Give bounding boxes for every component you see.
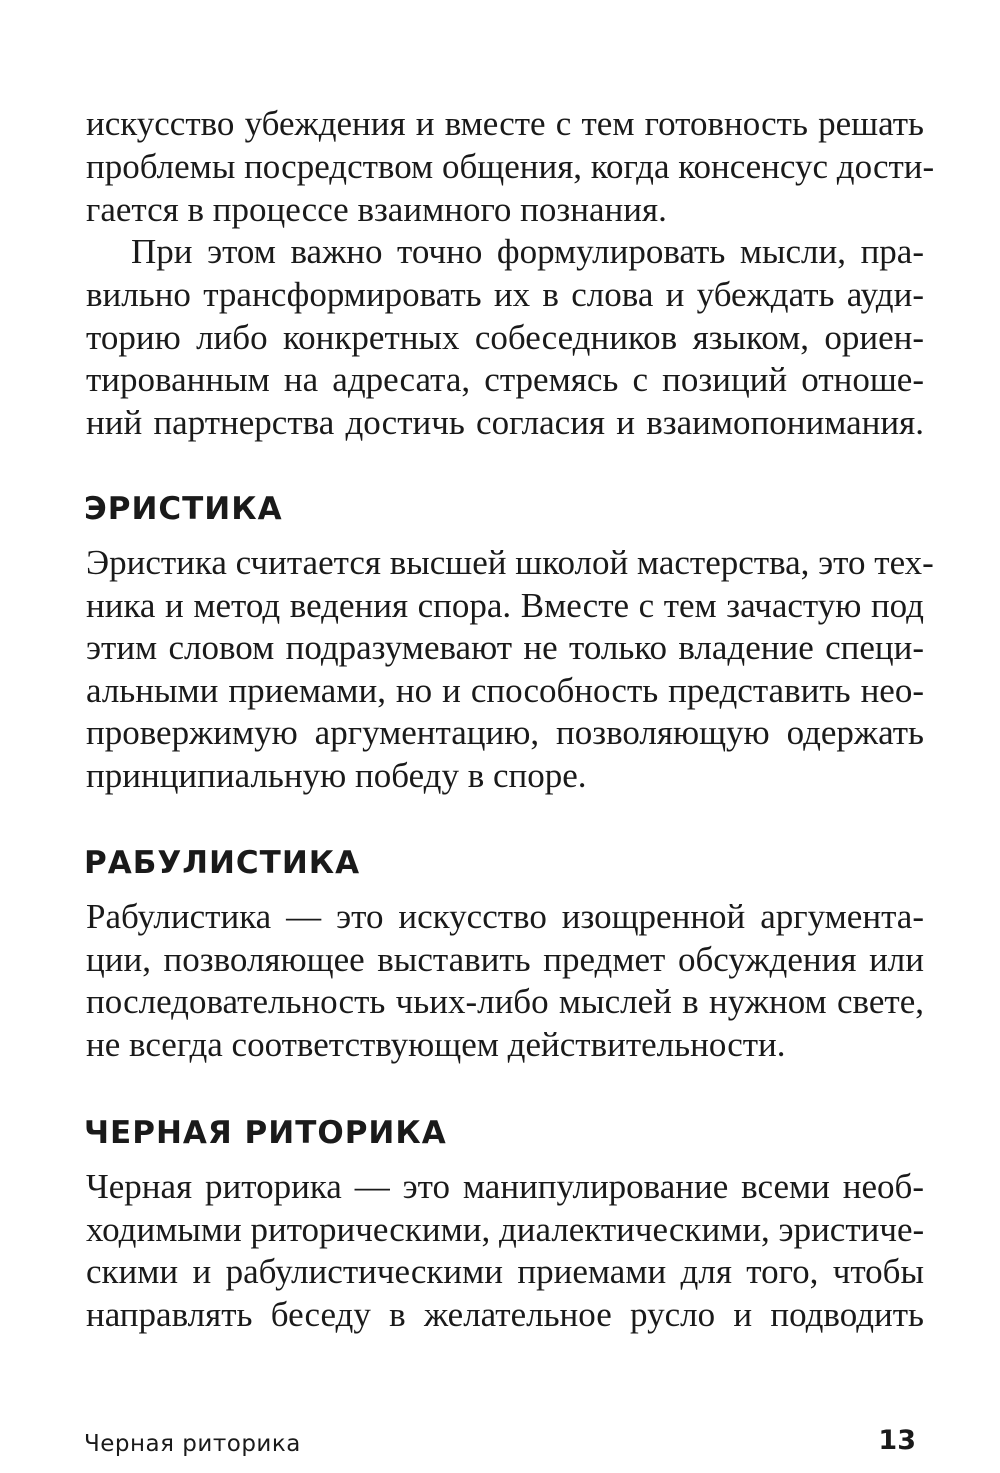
text-line: торию либо конкретных собеседников языком, ориен- — [86, 318, 924, 357]
text-line: искусство убеждения и вместе с тем готовность решать — [86, 104, 924, 143]
text-line: ний партнерства достичь согласия и взаимопонимания. — [86, 403, 924, 442]
text-line: Эристика считается высшей школой мастерства, это тех- — [86, 543, 934, 582]
text-line: принципиальную победу в споре. — [86, 756, 587, 795]
section-heading: РАБУЛИСТИКА — [84, 845, 361, 881]
running-footer-title: Черная риторика — [84, 1431, 301, 1457]
page-number: 13 — [878, 1425, 916, 1456]
text-line: вильно трансформировать их в слова и убеждать ауди- — [86, 275, 924, 314]
text-line: последовательность чьих-либо мыслей в нужном свете, — [86, 982, 924, 1021]
section-heading: ЭРИСТИКА — [84, 491, 283, 527]
text-line: гается в процессе взаимного познания. — [86, 190, 667, 229]
text-line: направлять беседу в желательное русло и подводить — [86, 1295, 924, 1334]
text-line: ции, позволяющее выставить предмет обсуждения или — [86, 940, 924, 979]
text-line: проблемы посредством общения, когда консенсус дости- — [86, 147, 935, 186]
text-line: скими и рабулистическими приемами для того, чтобы — [86, 1252, 924, 1291]
text-line: тированным на адресата, стремясь с позиций отноше- — [86, 360, 924, 399]
text-line: ходимыми риторическими, диалектическими, эристиче- — [86, 1210, 925, 1249]
text-line: Черная риторика — это манипулирование всеми необ- — [86, 1167, 924, 1206]
text-line: не всегда соответствующем действительности. — [86, 1025, 786, 1064]
section-heading: ЧЕРНАЯ РИТОРИКА — [84, 1115, 447, 1151]
text-line: провержимую аргументацию, позволяющую одержать — [86, 713, 924, 752]
text-line: этим словом подразумевают не только владение специ- — [86, 628, 924, 667]
text-line: Рабулистика — это искусство изощренной аргумента- — [86, 897, 924, 936]
text-line: При этом важно точно формулировать мысли, пра- — [131, 232, 924, 271]
text-line: ника и метод ведения спора. Вместе с тем зачастую под — [86, 586, 924, 625]
text-line: альными приемами, но и способность представить нео- — [86, 671, 924, 710]
